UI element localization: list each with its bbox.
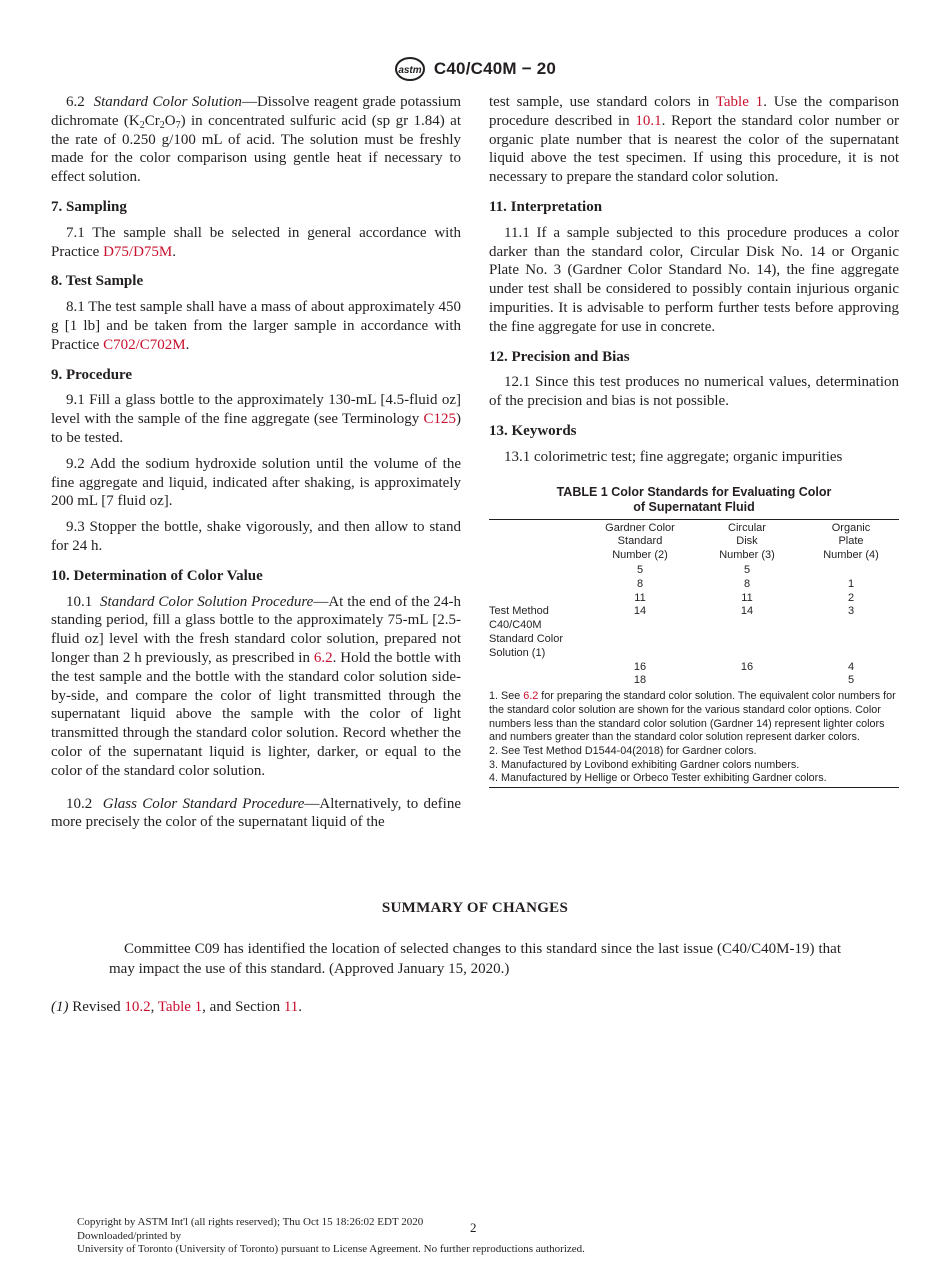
copyright-line: Copyright by ASTM Int'l (all rights reserved); Thu Oct 15 18:26:02 EDT 2020 (77, 1216, 424, 1228)
heading-keywords: 13. Keywords (489, 422, 577, 439)
table-1-title: TABLE 1 Color Standards for Evaluating Color of Supernatant Fluid (556, 484, 832, 514)
link-c702[interactable]: C702/C702M (103, 336, 186, 353)
heading-interpretation: 11. Interpretation (489, 198, 603, 215)
table-1 (489, 485, 899, 788)
left-column (51, 93, 461, 839)
heading-procedure: 9. Procedure (51, 366, 133, 383)
section-6-2: 6.2 Standard Color Solution—Dissolve reagent grade potassium dichromate $(K_2Cr_2O_7)$ in concentrated sulfuric acid (sp gr 1.84) at the rate of 0.250 g/100 mL of acid. The solution must be freshly made for the color comparison using gentle heat if necessary to effect solution. (51, 94, 462, 186)
row-label-test-method: Test Method C40/C40M Standard Color Solution (1) (489, 605, 563, 659)
heading-test-sample: 8. Test Sample (51, 273, 144, 290)
license-line: University of Toronto (University of Toronto) pursuant to License Agreement. No further reproductions authorized. (77, 1243, 585, 1255)
table-note-3: 3. Manufactured by Lovibond exhibiting Gardner colors numbers. (489, 758, 800, 771)
downloaded-line: Downloaded/printed by (77, 1229, 182, 1242)
section-11-1: 11.1 If a sample subjected to this procedure produces a color darker than the standard color, Circular Disk No. 14 or Organic Plate No. 3 (Gardner Color Standard No. 14), the fine aggregate under test shall be considered to possibly contain injurious organic impurities. It is advisable to perform further tests before approving the fine aggregate for use in concrete. (489, 224, 899, 335)
revision-note: (1) Revised 10.2, Table 1, and Section 11. (51, 999, 303, 1015)
astm-logo-icon (394, 57, 426, 81)
section-10-1: 10.1 Standard Color Solution Procedure—At the end of the 24-h standing period, fill a glass bottle to the approximately 75-mL [2.5-fluid oz] level with the fresh standard color solution, prepared not longer than 2 h previously, as prescribed in 6.2. Hold the bottle with the test sample and the bottle with the standard color solution side-by-side, and compare the color of light transmitted through the supernatant liquid above the sample with the color of light transmitted through the standard color solution. Record whether the color of the supernatant liquid is lighter, darker, or equal to the color of the standard color solution. (51, 593, 461, 779)
section-10-2: 10.2 Glass Color Standard Procedure—Alternatively, to define more precisely the color of the supernatant liquid of the (51, 795, 461, 831)
table-notes (489, 690, 899, 788)
header-organic-plate: Organic Plate Number (4) (823, 521, 879, 562)
table-row: Test Method C40/C40M Standard Color Solution (1) 14 14 3 (489, 605, 855, 659)
summary-text: Committee C09 has identified the location of selected changes to this standard since the last issue (C40/C40M-19) that may impact the use of this standard. (Approved January 15, 2020.) (109, 941, 841, 977)
header-gardner: Gardner Color Standard Number (2) (605, 521, 675, 562)
table-note-1: 1. See 6.2 for preparing the standard color solution. The equivalent color numbers for the standard color solution are shown for the various standard color options. Color numbers less than the standard color solution (Gardner 14) represent lighter colors and numbers greater than the standard color solution represent darker colors. (489, 690, 896, 744)
section-9-1: 9.1 Fill a glass bottle to the approximately 130-mL [4.5-fluid oz] level with the sample of the fine aggregate (see Terminology C125) to be tested. (51, 392, 461, 446)
page-header (0, 56, 950, 82)
table-row: 16 16 4 (633, 660, 855, 673)
section-9-2: 9.2 Add the sodium hydroxide solution until the volume of the fine aggregate and liquid, indicated after shaking, is approximately 200 mL [7 fluid oz]. (51, 455, 461, 510)
svg-text:astm: astm (398, 65, 422, 76)
heading-precision: 12. Precision and Bias (489, 348, 630, 365)
header-circular-disk: Circular Disk Number (3) (719, 521, 775, 562)
table-note-4: 4. Manufactured by Hellige or Orbeco Tester exhibiting Gardner colors. (489, 772, 827, 785)
link-table-1[interactable]: Table 1 (715, 94, 764, 110)
link-section-11[interactable]: 11 (283, 999, 299, 1015)
section-12-1: 12.1 Since this test produces no numerical values, determination of the precision and bias is not possible. (489, 374, 899, 410)
link-table-1-summary[interactable]: Table 1 (157, 999, 203, 1015)
note-link-6-2[interactable]: 6.2 (523, 690, 539, 703)
section-9-3: 9.3 Stopper the bottle, shake vigorously, and then allow to stand for 24 h. (51, 519, 461, 554)
table-note-2: 2. See Test Method D1544-04(2018) for Gardner colors. (489, 744, 757, 757)
link-6-2[interactable]: 6.2 (313, 649, 333, 666)
link-c125[interactable]: C125 (423, 411, 456, 428)
page-footer (77, 1216, 877, 1257)
heading-sampling: 7. Sampling (51, 198, 127, 215)
standard-designation: C40/C40M − 20 (433, 59, 557, 78)
link-d75[interactable]: D75/D75M (103, 243, 173, 260)
section-10-2-continued: test sample, use standard colors in Table 1. Use the comparison procedure described in 10.1. Report the standard color number or organic plate number that is nearest the color of the supernatant liquid above the test specimen. If using this procedure, it is not necessary to prepare the standard color solution. (489, 94, 899, 186)
table-row: 11 11 2 (634, 591, 855, 604)
section-6-2-title: Standard Color Solution (93, 94, 242, 110)
section-13-1: 13.1 colorimetric test; fine aggregate; organic impurities (504, 448, 843, 465)
summary-title: SUMMARY OF CHANGES (381, 900, 569, 916)
section-8-1: 8.1 The test sample shall have a mass of about approximately 450 g [1 lb] and be taken from the larger sample in accordance with Practice C702/C702M. (51, 299, 461, 353)
page-number: 2 (470, 1220, 477, 1235)
header-cell-blank (489, 519, 589, 564)
section-7-1: 7.1 The sample shall be selected in general accordance with Practice D75/D75M. (51, 224, 461, 260)
table-row: 18 5 (633, 674, 855, 687)
link-10-2[interactable]: 10.2 (124, 999, 151, 1015)
table-header-row (489, 519, 899, 564)
right-column (489, 93, 899, 788)
heading-determination: 10. Determination of Color Value (51, 567, 263, 584)
color-standards-table (489, 519, 899, 689)
table-row: 8 8 1 (636, 577, 855, 590)
link-10-1[interactable]: 10.1 (635, 112, 662, 129)
table-row: 5 5 (636, 563, 751, 576)
